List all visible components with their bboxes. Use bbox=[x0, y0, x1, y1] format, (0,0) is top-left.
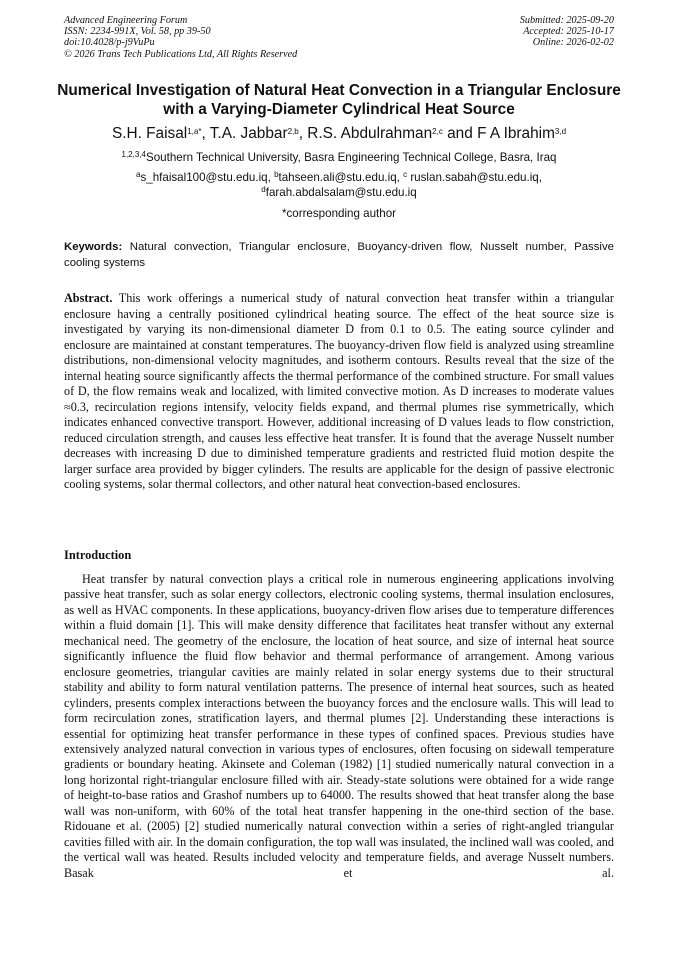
keywords-text: Natural convection, Triangular enclosure, Buoyancy-driven flow, Nusselt number, Passive cooling systems bbox=[64, 241, 614, 269]
author-name: S.H. Faisal bbox=[111, 125, 188, 142]
author-sep: , bbox=[201, 125, 210, 142]
abstract bbox=[64, 291, 614, 493]
affiliation-sup: 1,2,3,4 bbox=[121, 150, 146, 159]
author-sup: 2,b bbox=[287, 127, 299, 136]
journal-name: Advanced Engineering Forum bbox=[64, 15, 188, 26]
email-sup: d bbox=[261, 185, 266, 194]
author-name: R.S. Abdulrahman bbox=[307, 125, 433, 142]
abstract-text: This work offerings a numerical study of natural convection heat transfer within a triangular enclosure having a centrally positioned cylindrical heating source. The effect of the heat source size is investigated by varying its non-dimensional diameter D from 0.1 to 0.5. The eating source cylinder and enclosure are maintained at constant temperatures. The buoyancy-driven flow field is analyzed using streamline distributions, non-dimensional velocity magnitudes, and isotherm contours. Results reveal that the size of the internal heating source significantly affects the thermal performance of the combined structure. For small values of D, the flow remains weak and localized, with limited convective motion. As D increases to moderate values ≈0.3, recirculation regions intensify, velocity fields expand, and thermal plumes rise symmetrically, which indicates enhanced convective transport. However, additional increasing of D values leads to flow constriction, reduced circulation strength, and causes less effective heat transfer. It is found that the average Nusselt number decreases with increasing D due to diminished temperature gradients and restricted fluid motion despite the larger surface area provided by bigger cylinders. The results are applicable for the design of passive electronic cooling systems, solar thermal collectors, and other natural heat convection-based enclosures. bbox=[64, 291, 614, 491]
author-sup: 3,d bbox=[554, 127, 567, 136]
author-sup: 1,a* bbox=[187, 127, 202, 136]
email-sep: , bbox=[267, 171, 275, 184]
journal-issn: ISSN: 2234-991X, Vol. 58, pp 39-50 bbox=[64, 26, 211, 38]
paper-title: Numerical Investigation of Natural Heat Convection in a Triangular Enclosure with a Varying-Diameter Cylindrical Heat Source bbox=[57, 82, 621, 118]
affiliation-text: Southern Technical University, Basra Engineering Technical College, Basra, Iraq bbox=[145, 151, 557, 164]
copyright: © 2026 Trans Tech Publications Ltd, All Rights Reserved bbox=[64, 48, 298, 60]
corresponding-author-note: *corresponding author bbox=[281, 207, 397, 220]
email-sup: c bbox=[403, 170, 408, 179]
author-sep: and bbox=[442, 125, 478, 142]
email[interactable]: s_hfaisal100@stu.edu.iq bbox=[140, 171, 268, 184]
email-sep: , bbox=[538, 171, 542, 184]
email-sep: , bbox=[396, 171, 404, 184]
keywords bbox=[64, 240, 614, 271]
author-name: T.A. Jabbar bbox=[209, 125, 288, 142]
email[interactable]: ruslan.sabah@stu.edu.iq bbox=[407, 171, 539, 184]
email-sup: a bbox=[136, 170, 141, 179]
author-sup: 2,c bbox=[432, 127, 443, 136]
journal-header-right bbox=[520, 15, 614, 49]
author-name: F A Ibrahim bbox=[477, 125, 555, 142]
email[interactable]: farah.abdalsalam@stu.edu.iq bbox=[265, 186, 417, 199]
author-emails bbox=[30, 170, 648, 200]
accepted-date: Accepted: 2025-10-17 bbox=[523, 26, 614, 38]
abstract-label: Abstract. bbox=[64, 291, 113, 305]
journal-header-left bbox=[64, 15, 297, 60]
keywords-label: Keywords: bbox=[64, 241, 123, 253]
affiliation bbox=[30, 150, 648, 165]
author-list bbox=[20, 125, 658, 143]
section-heading-introduction: Introduction bbox=[64, 548, 132, 562]
introduction-paragraph: Heat transfer by natural convection plays a critical role in numerous engineering applications involving passive heat transfer, such as solar energy collectors, electronic cooling systems, thermal insulation enclosures, as well as HVAC components. In these applications, buoyancy-driven flow arises due to temperature differences within a fluid domain [1]. This will make density difference that facilitates heat transfer without any external mechanical need. The geometry of the enclosure, the location of heat source, and size of internal heat source significantly influence the fluid flow behavior and thermal performance of arrangement. Among various enclosure geometries, triangular cavities are mainly related in solar energy systems due to their structural stability and ability to form natural ventilation patterns. The presence of internal heat sources, such as heated cylinders, presents complex interactions between the buoyancy forces and the enclosure walls. This will lead to form recirculation zones, stratification layers, and thermal plumes [2]. Understanding these interactions is essential for optimizing heat transfer performance in these types of confined spaces. Previous studies have extensively analyzed natural convection in various types of enclosures, often focusing on sidewall temperature gradients or boundary heating. Akinsete and Coleman (1982) [1] studied numerically natural convection in a long horizontal right-triangular enclosure filled with air. Steady-state solutions were obtained for a wide range of height-to-base ratios and Grashof numbers up to 64000. The results showed that heat transfer along the base wall was non-uniform, with 60% of the total heat transfer happening in the one-third section of the base. Ridouane et al. (2005) [2] studied numerically natural convection within a series of right-angled triangular cavities filled with air. In the domain configuration, the top wall was insulated, the inclined wall was cooled, and the vertical wall was heated. Results included velocity and temperature fields, and average Nusselt numbers. Basak et al. bbox=[64, 572, 614, 880]
doi: doi:10.4028/p-j9VuPu bbox=[64, 37, 155, 49]
submitted-date: Submitted: 2025-09-20 bbox=[519, 15, 614, 26]
email-sup: b bbox=[274, 170, 279, 179]
email[interactable]: tahseen.ali@stu.edu.iq bbox=[278, 171, 397, 184]
author-sep: , bbox=[298, 125, 308, 142]
online-date: Online: 2026-02-02 bbox=[532, 37, 614, 49]
